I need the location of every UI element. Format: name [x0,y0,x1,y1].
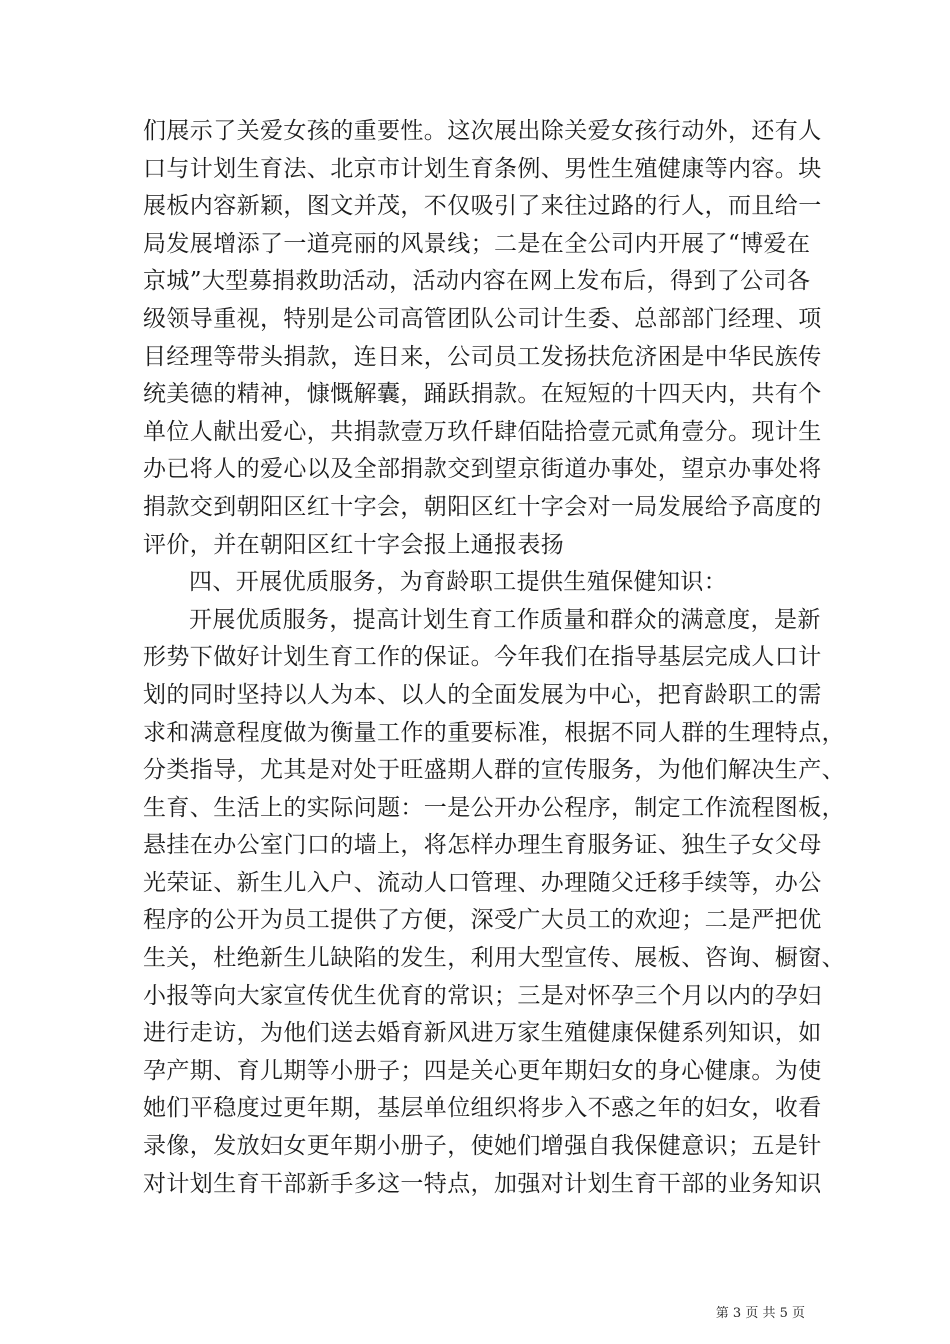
text-line: 划的同时坚持以人为本、以人的全面发展为中心，把育龄职工的需 [143,681,822,708]
text-line: 展板内容新颖，图文并茂，不仅吸引了来往过路的行人，而且给一 [143,193,822,220]
text-line: 孕产期、育儿期等小册子；四是关心更年期妇女的身心健康。为使 [143,1057,822,1084]
text-line: 级领导重视，特别是公司高管团队公司计生委、总部部门经理、项 [143,305,822,332]
text-line: 办已将人的爱心以及全部捐款交到望京街道办事处，望京办事处将 [143,456,822,483]
text-line: 单位人献出爱心，共捐款壹万玖仟肆佰陆拾壹元贰角壹分。现计生 [143,418,822,445]
text-line: 开展优质服务，提高计划生育工作质量和群众的满意度，是新 [189,606,821,633]
text-line: 生育、生活上的实际问题：一是公开办公程序，制定工作流程图板， [143,794,845,821]
page-number: 第 3 页 共 5 页 [715,1306,805,1321]
text-line: 对计划生育干部新手多这一特点，加强对计划生育干部的业务知识 [143,1170,822,1197]
text-line: 光荣证、新生儿入户、流动人口管理、办理随父迁移手续等，办公 [143,869,822,896]
text-line: 统美德的精神，慷慨解囊，踊跃捐款。在短短的十四天内，共有个 [143,381,822,408]
text-line: 形势下做好计划生育工作的保证。今年我们在指导基层完成人口计 [143,644,822,671]
text-line: 求和满意程度做为衡量工作的重要标准，根据不同人群的生理特点， [143,719,845,746]
text-line: 录像，发放妇女更年期小册子，使她们增强自我保健意识；五是针 [143,1133,822,1160]
text-line: 四、开展优质服务，为育龄职工提供生殖保健知识： [189,569,728,596]
text-line: 们展示了关爱女孩的重要性。这次展出除关爱女孩行动外，还有人 [143,118,822,144]
text-line: 评价，并在朝阳区红十字会报上通报表扬 [143,531,565,558]
text-line: 生关，杜绝新生儿缺陷的发生，利用大型宣传、展板、咨询、橱窗、 [143,945,845,972]
text-line: 她们平稳度过更年期，基层单位组织将步入不惑之年的妇女，收看 [143,1095,822,1122]
text-line: 悬挂在办公室门口的墙上，将怎样办理生育服务证、独生子女父母 [143,832,822,859]
text-line: 京城”大型募捐救助活动，活动内容在网上发布后，得到了公司各 [143,268,811,295]
text-line: 进行走访，为他们送去婚育新风进万家生殖健康保健系列知识，如 [143,1020,822,1047]
text-line: 小报等向大家宣传优生优育的常识；三是对怀孕三个月以内的孕妇 [143,982,822,1009]
text-line: 口与计划生育法、北京市计划生育条例、男性生殖健康等内容。块 [143,155,822,182]
text-line: 目经理等带头捐款，连日来，公司员工发扬扶危济困是中华民族传 [143,343,822,370]
text-line: 程序的公开为员工提供了方便，深受广大员工的欢迎；二是严把优 [143,907,822,934]
text-line: 分类指导，尤其是对处于旺盛期人群的宣传服务，为他们解决生产、 [143,757,845,784]
text-line: 局发展增添了一道亮丽的风景线；二是在全公司内开展了“博爱在 [143,230,811,257]
text-line: 捐款交到朝阳区红十字会，朝阳区红十字会对一局发展给予高度的 [143,493,822,520]
document-body [143,113,845,1203]
